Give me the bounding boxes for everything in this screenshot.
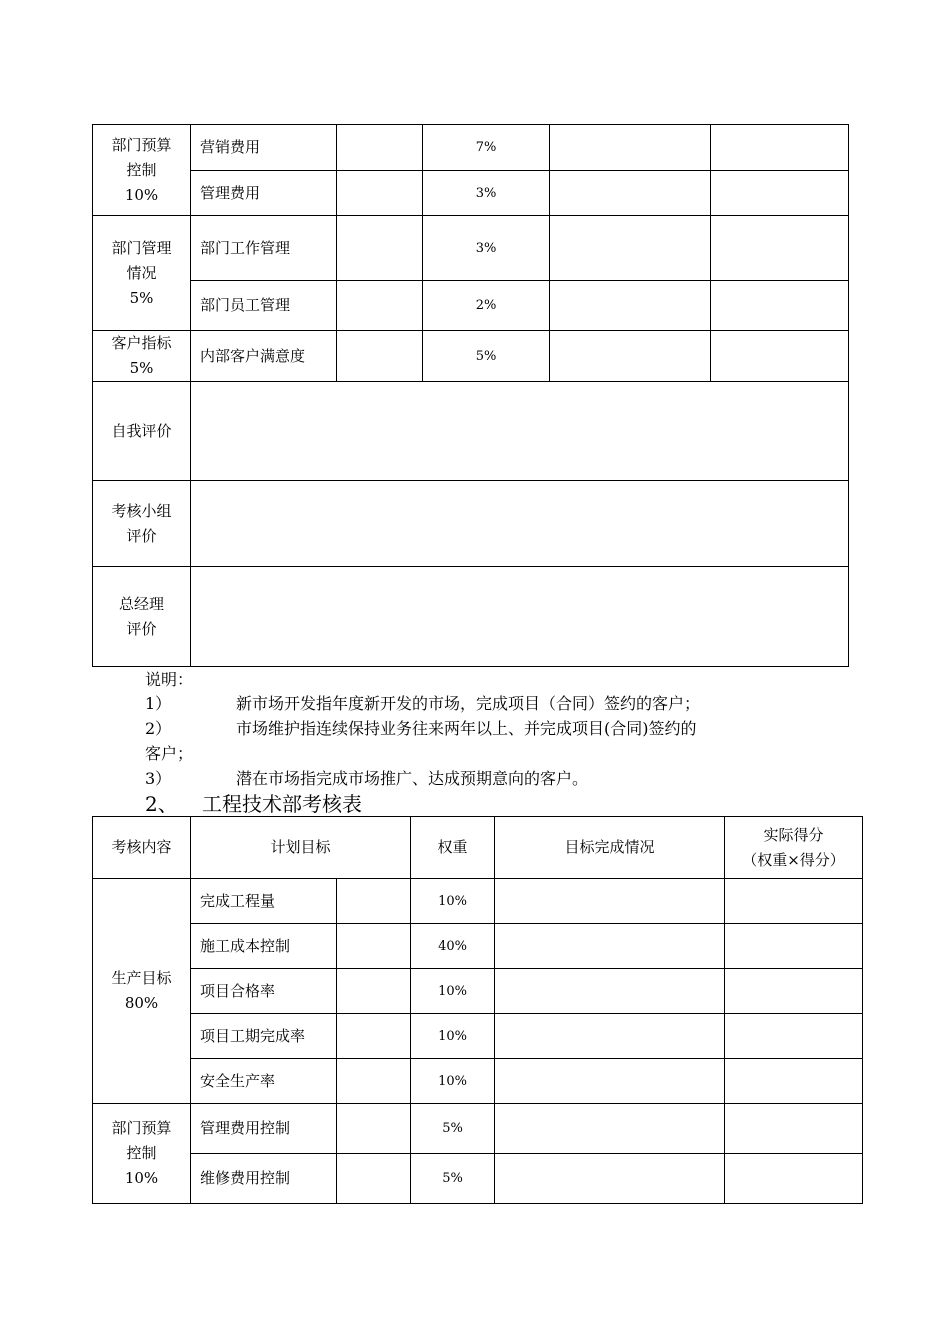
empty-cell	[495, 924, 725, 969]
empty-cell	[495, 1104, 725, 1154]
empty-cell	[337, 171, 423, 216]
header-plan: 计划目标	[191, 817, 411, 879]
empty-cell	[337, 216, 423, 281]
item-weight: 5%	[411, 1154, 495, 1204]
note-text: 市场维护指连续保持业务往来两年以上、并完成项目(合同)签约的	[236, 719, 697, 738]
empty-cell	[711, 216, 849, 281]
empty-cell	[495, 1154, 725, 1204]
header-score: 实际得分 （权重×得分）	[725, 817, 863, 879]
item-weight: 2%	[423, 281, 550, 331]
self-evaluation-label: 自我评价	[93, 382, 191, 481]
empty-cell	[725, 1104, 863, 1154]
item-weight: 40%	[411, 924, 495, 969]
empty-cell	[550, 281, 711, 331]
item-name: 施工成本控制	[191, 924, 337, 969]
category-budget-control: 部门预算 控制 10%	[93, 1104, 191, 1204]
item-weight: 10%	[411, 879, 495, 924]
gm-evaluation-field[interactable]	[191, 567, 849, 667]
item-name: 部门工作管理	[191, 216, 337, 281]
item-name: 管理费用	[191, 171, 337, 216]
empty-cell	[550, 171, 711, 216]
item-weight: 10%	[411, 1014, 495, 1059]
empty-cell	[337, 125, 423, 171]
note-text: 潜在市场指完成市场推广、达成预期意向的客户。	[236, 769, 589, 788]
header-weight: 权重	[411, 817, 495, 879]
category-production: 生产目标 80%	[93, 879, 191, 1104]
group-evaluation-label: 考核小组 评价	[93, 481, 191, 567]
empty-cell	[337, 331, 423, 382]
item-weight: 10%	[411, 969, 495, 1014]
category-budget-control: 部门预算 控制 10%	[93, 125, 191, 216]
item-weight: 10%	[411, 1059, 495, 1104]
note-number: 3）	[145, 769, 172, 788]
item-weight: 5%	[411, 1104, 495, 1154]
empty-cell	[337, 969, 411, 1014]
item-name: 项目工期完成率	[191, 1014, 337, 1059]
item-name: 安全生产率	[191, 1059, 337, 1104]
item-name: 管理费用控制	[191, 1104, 337, 1154]
item-weight: 3%	[423, 171, 550, 216]
self-evaluation-field[interactable]	[191, 382, 849, 481]
category-department-management: 部门管理 情况 5%	[93, 216, 191, 331]
note-item-2-continued: 客户；	[145, 744, 194, 763]
empty-cell	[725, 1059, 863, 1104]
item-weight: 3%	[423, 216, 550, 281]
empty-cell	[337, 1014, 411, 1059]
empty-cell	[337, 1059, 411, 1104]
gm-evaluation-label: 总经理 评价	[93, 567, 191, 667]
empty-cell	[337, 1104, 411, 1154]
section-title: 工程技术部考核表	[202, 792, 362, 816]
item-name: 部门员工管理	[191, 281, 337, 331]
group-evaluation-field[interactable]	[191, 481, 849, 567]
empty-cell	[337, 924, 411, 969]
notes-title: 说明：	[145, 670, 194, 689]
empty-cell	[550, 216, 711, 281]
item-weight: 5%	[423, 331, 550, 382]
empty-cell	[337, 281, 423, 331]
item-name: 项目合格率	[191, 969, 337, 1014]
empty-cell	[495, 1059, 725, 1104]
note-text: 新市场开发指年度新开发的市场，完成项目（合同）签约的客户；	[236, 694, 701, 713]
empty-cell	[495, 969, 725, 1014]
empty-cell	[725, 969, 863, 1014]
empty-cell	[495, 1014, 725, 1059]
empty-cell	[550, 331, 711, 382]
note-number: 1）	[145, 694, 172, 713]
empty-cell	[550, 125, 711, 171]
empty-cell	[725, 1154, 863, 1204]
item-name: 营销费用	[191, 125, 337, 171]
empty-cell	[711, 331, 849, 382]
empty-cell	[711, 171, 849, 216]
item-name: 完成工程量	[191, 879, 337, 924]
empty-cell	[711, 125, 849, 171]
item-name: 内部客户满意度	[191, 331, 337, 382]
empty-cell	[725, 879, 863, 924]
section-number: 2、	[145, 792, 178, 816]
empty-cell	[725, 1014, 863, 1059]
empty-cell	[725, 924, 863, 969]
empty-cell	[495, 879, 725, 924]
header-content: 考核内容	[93, 817, 191, 879]
header-completion: 目标完成情况	[495, 817, 725, 879]
item-name: 维修费用控制	[191, 1154, 337, 1204]
category-customer: 客户指标 5%	[93, 331, 191, 382]
empty-cell	[711, 281, 849, 331]
engineering-assessment-table	[92, 816, 863, 1204]
empty-cell	[337, 1154, 411, 1204]
note-number: 2）	[145, 719, 172, 738]
item-weight: 7%	[423, 125, 550, 171]
department-assessment-table-continued	[92, 124, 849, 667]
empty-cell	[337, 879, 411, 924]
